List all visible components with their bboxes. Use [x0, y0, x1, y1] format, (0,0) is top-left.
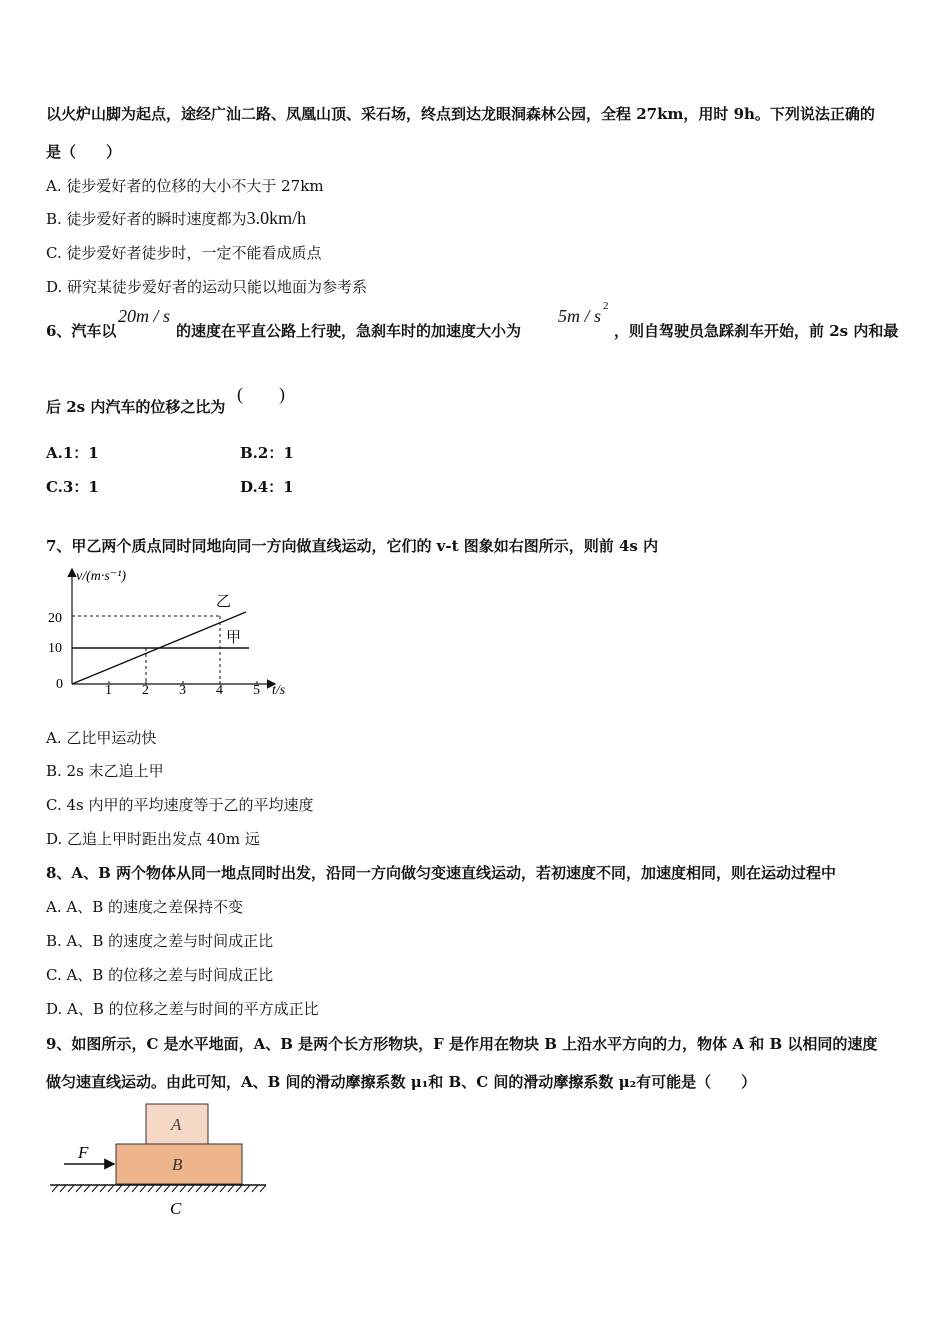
q8-option-b: B. A、B 的速度之差与时间成正比	[46, 932, 274, 950]
x-axis-label: t/s	[272, 683, 286, 698]
q6-speed-formula: 20m / s	[118, 306, 171, 326]
q5-option-d: D. 研究某徒步爱好者的运动只能以地面为参考系	[46, 278, 368, 296]
q5-option-b-text: B. 徒步爱好者的瞬时速度都为	[46, 210, 247, 228]
q7-option-a: A. 乙比甲运动快	[46, 729, 157, 747]
ground-hatching	[52, 1185, 266, 1192]
q6-option-b: B.2：1	[240, 444, 294, 462]
x-tick-3: 3	[179, 683, 186, 698]
x-tick-2: 2	[142, 683, 149, 698]
q6-suffix: ，则自驾驶员急踩刹车开始，前 2s 内和最	[614, 322, 899, 340]
q7-option-d: D. 乙追上甲时距出发点 40m 远	[46, 830, 260, 848]
q7-stem: 7、甲乙两个质点同时同地向同一方向做直线运动，它们的 v-t 图象如右图所示，则前 4s 内	[46, 537, 659, 555]
q5-stem-line2: 是（ ）	[46, 143, 122, 161]
x-tick-1: 1	[105, 683, 112, 698]
y-axis-label: v/(m·s⁻¹)	[76, 569, 127, 584]
y-tick-0: 0	[56, 677, 63, 692]
y-tick-10: 10	[48, 641, 62, 656]
q5-option-b-formula: 3.0km/h	[246, 208, 307, 228]
q5-stem-line1: 以火炉山脚为起点，途经广汕二路、凤凰山顶、采石场，终点到达龙眼洞森林公园，全程 27km，用时 9h。下列说法正确的	[46, 105, 875, 123]
q8-option-a: A. A、B 的速度之差保持不变	[46, 898, 243, 916]
q6-prefix: 6、汽车以	[46, 322, 117, 340]
q7-vt-graph	[44, 562, 304, 704]
q7-option-c: C. 4s 内甲的平均速度等于乙的平均速度	[46, 796, 314, 814]
q9-stem-line2: 做匀速直线运动。由此可知，A、B 间的滑动摩擦系数 μ₁和 B、C 间的滑动摩擦系数 μ₂有可能是（ ）	[46, 1073, 757, 1091]
x-tick-4: 4	[216, 683, 223, 698]
q5-option-c: C. 徒步爱好者徒步时，一定不能看成质点	[46, 244, 322, 262]
label-ground: C	[170, 1199, 182, 1218]
q6-stem-line2: 后 2s 内汽车的位移之比为	[46, 398, 226, 416]
label-jia: 甲	[226, 630, 242, 646]
q5-option-b	[46, 208, 306, 229]
q7-option-b: B. 2s 末乙追上甲	[46, 762, 164, 780]
label-yi: 乙	[216, 594, 232, 610]
label-force: F	[78, 1143, 89, 1162]
q6-option-d: D.4：1	[240, 478, 294, 496]
q6-accel-exponent: 2	[603, 300, 609, 312]
label-block-b: B	[172, 1155, 183, 1174]
q8-option-c: C. A、B 的位移之差与时间成正比	[46, 966, 274, 984]
q9-blocks-figure	[44, 1098, 270, 1222]
q6-option-c: C.3：1	[46, 478, 99, 496]
q6-mid: 的速度在平直公路上行驶，急刹车时的加速度大小为	[176, 322, 522, 340]
q8-option-d: D. A、B 的位移之差与时间的平方成正比	[46, 1000, 319, 1018]
q5-option-a: A. 徒步爱好者的位移的大小不大于 27km	[46, 177, 324, 195]
q9-stem-line1: 9、如图所示，C 是水平地面，A、B 是两个长方形物块，F 是作用在物块 B 上沿水平方向的力，物体 A 和 B 以相同的速度	[46, 1035, 878, 1053]
q6-accel-formula: 5m / s	[558, 306, 602, 326]
y-tick-20: 20	[48, 611, 62, 626]
q6-option-a: A.1：1	[46, 444, 99, 462]
x-tick-5: 5	[253, 683, 260, 698]
q6-paren: ( )	[237, 384, 285, 404]
q8-stem: 8、A、B 两个物体从同一地点同时出发，沿同一方向做匀变速直线运动，若初速度不同，加速度相同，则在运动过程中	[46, 864, 836, 882]
label-block-a: A	[171, 1115, 182, 1134]
